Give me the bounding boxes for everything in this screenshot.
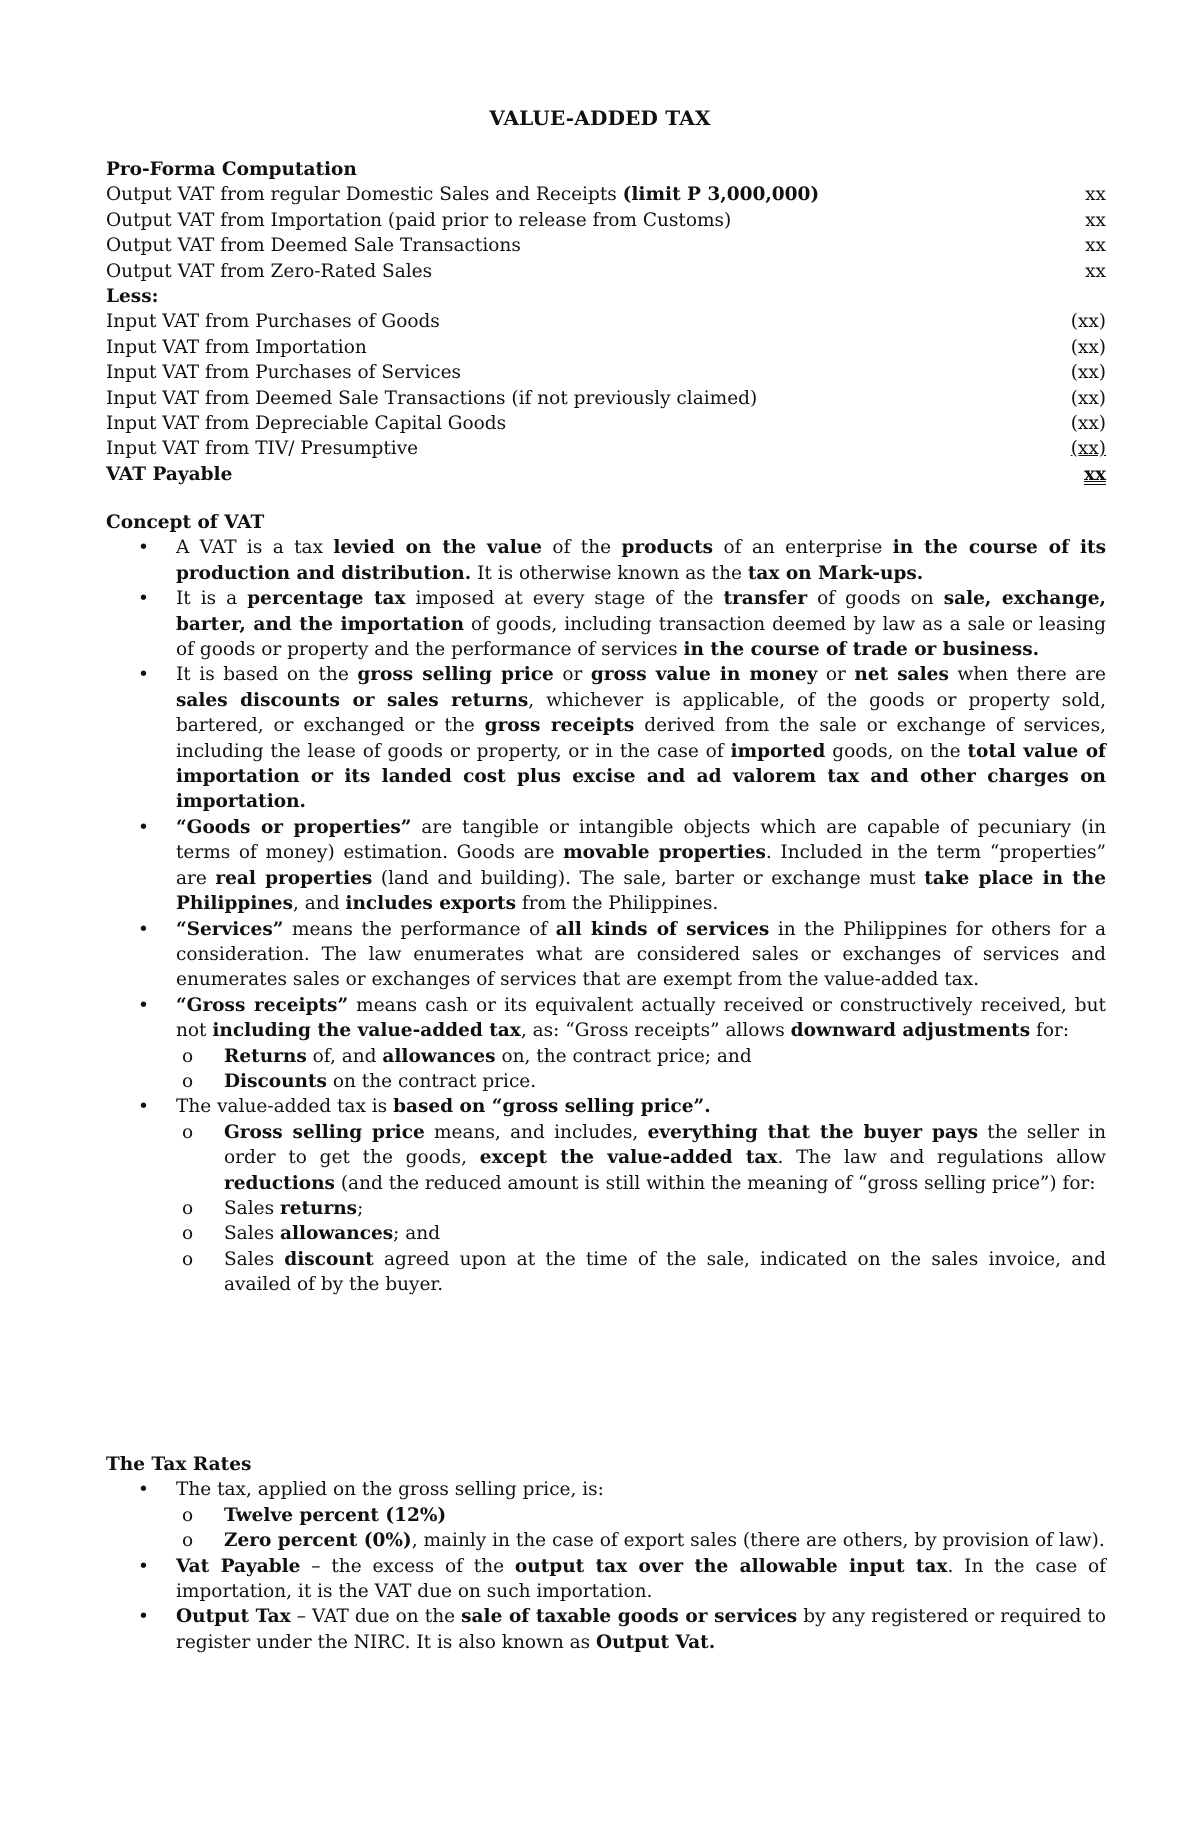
text-run: everything that the buyer pays: [647, 1121, 979, 1143]
proforma-computation: [106, 157, 1106, 487]
text-run: or: [817, 664, 855, 686]
text-run: includes exports: [345, 893, 516, 915]
concept-section: [106, 510, 1106, 1298]
concept-heading: Concept of VAT: [106, 512, 265, 533]
text-run: Output Vat.: [596, 1631, 716, 1653]
text-run: reductions: [224, 1172, 335, 1194]
text-run: of, and: [306, 1045, 383, 1067]
list-item: [106, 1604, 1106, 1655]
row-label: Output VAT from Deemed Sale Transactions: [106, 235, 521, 257]
text-run: Zero percent (0%): [224, 1530, 412, 1552]
text-run: are tangible or intangible objects which are capable of pecuniary (in terms of money) estimation. Goods are: [176, 816, 1107, 864]
tax-rates-section: [106, 1452, 1106, 1655]
text-run: – the excess of the: [300, 1555, 515, 1577]
text-run: Sales: [224, 1223, 280, 1245]
text-run: transfer: [723, 588, 808, 610]
text-run: in the course of trade or business.: [683, 639, 1040, 661]
row-label: Output VAT from regular Domestic Sales and Receipts: [106, 184, 623, 206]
proforma-row: [106, 309, 1106, 334]
text-run: A VAT is a tax: [176, 537, 334, 559]
text-run: of goods on: [807, 588, 944, 610]
row-amount: xx: [1085, 260, 1106, 282]
text-run: derived from the sale or exchange of services, including the lease of goods or property, or in the case of: [176, 715, 1106, 762]
text-run: for:: [1030, 1020, 1070, 1042]
text-run: of an enterprise: [713, 537, 893, 559]
text-run: gross receipts: [484, 715, 635, 737]
list-item: [106, 1554, 1106, 1605]
text-run: sales discounts or sales returns: [176, 689, 529, 711]
vat-payable-row: [106, 462, 1106, 487]
text-run: imported: [730, 740, 826, 762]
row-amount: xx: [1085, 184, 1106, 206]
list-item: [106, 917, 1106, 993]
text-run: percentage tax: [247, 588, 406, 610]
sub-list-item: [152, 1528, 1106, 1553]
text-run: levied on the value: [333, 537, 543, 559]
row-label: Input VAT from Importation: [106, 336, 367, 358]
text-run: Output Tax: [176, 1606, 291, 1628]
text-run: Gross selling price: [224, 1121, 425, 1143]
text-run: Discounts: [224, 1070, 327, 1092]
text-run: the seller in order to get the goods,: [224, 1121, 1107, 1169]
text-run: Vat Payable: [176, 1555, 301, 1577]
text-run: , whichever is applicable, of the goods or property sold, bartered, or exchanged or the: [176, 689, 1106, 737]
text-run: , as: “Gross receipts” allows: [520, 1020, 791, 1042]
text-run: Sales: [224, 1248, 285, 1270]
text-run: It is based on the: [176, 664, 358, 686]
text-run: . The law and regulations allow: [777, 1147, 1106, 1169]
text-run: Returns: [224, 1045, 307, 1067]
row-amount: (xx): [1070, 387, 1106, 409]
text-run: including the value-added tax: [212, 1020, 521, 1042]
text-run: in the Philippines for others for a consideration. The law enumerates what are considered sales or exchanges of services and enumerates sales or exchanges of services that are exempt from the value-added tax.: [176, 918, 1107, 991]
text-run: output tax over the allowable input tax: [514, 1555, 948, 1577]
row-amount: (xx): [1070, 362, 1106, 384]
list-item: [106, 1094, 1106, 1297]
text-run: of goods, including transaction deemed by law as a sale or leasing of goods or property and the performance of services: [176, 613, 1106, 661]
proforma-row: [106, 259, 1106, 284]
text-run: real properties: [215, 867, 373, 889]
row-amount: xx: [1085, 209, 1106, 231]
row-amount: (xx): [1070, 438, 1106, 460]
text-run: returns: [279, 1197, 358, 1219]
text-run: Twelve percent (12%): [224, 1504, 447, 1526]
text-run: agreed upon at the time of the sale, indicated on the sales invoice, and availed of by the buyer.: [224, 1248, 1106, 1296]
text-run: when there are: [948, 664, 1106, 686]
text-run: imposed at every stage of the: [405, 588, 724, 610]
list-item: [106, 993, 1106, 1095]
text-run: sale, exchange, barter, and the importation: [176, 588, 1107, 635]
text-run: Sales: [224, 1197, 280, 1219]
text-run: “Goods or properties”: [176, 816, 412, 838]
text-run: means cash or its equivalent actually received or constructively received, but not: [176, 994, 1106, 1042]
row-label: Input VAT from Purchases of Goods: [106, 311, 440, 333]
text-run: ; and: [393, 1223, 441, 1245]
text-run: It is otherwise known as the: [471, 562, 748, 584]
text-run: goods, on the: [825, 740, 968, 762]
text-run: of the: [542, 537, 622, 559]
text-run: or: [553, 664, 591, 686]
sub-list-item: [152, 1120, 1106, 1196]
text-run: The value-added tax is: [176, 1096, 394, 1118]
proforma-row: [106, 233, 1106, 258]
text-run: It is a: [176, 588, 248, 610]
proforma-row: [106, 436, 1106, 461]
proforma-heading: Pro-Forma Computation: [106, 159, 357, 180]
text-run: net sales: [854, 664, 949, 686]
total-label: VAT Payable: [106, 463, 233, 485]
text-run: “Gross receipts”: [176, 994, 349, 1016]
row-label: Input VAT from Purchases of Services: [106, 362, 462, 384]
list-item: [106, 662, 1106, 814]
text-run: means, and includes,: [424, 1121, 648, 1143]
row-label: Output VAT from Importation (paid prior to release from Customs): [106, 209, 732, 231]
text-run: The tax, applied on the gross selling price, is:: [176, 1479, 604, 1501]
row-label: Output VAT from Zero-Rated Sales: [106, 260, 433, 282]
sub-list-item: [152, 1247, 1106, 1298]
row-amount: (xx): [1070, 311, 1106, 333]
tax-rates-heading: The Tax Rates: [106, 1454, 252, 1475]
sub-list-item: [152, 1196, 1106, 1221]
text-run: except the value-added tax: [479, 1147, 778, 1169]
row-label: Input VAT from Deemed Sale Transactions (if not previously claimed): [106, 387, 758, 409]
proforma-row: [106, 182, 1106, 207]
text-run: . Included in the term “properties” are: [176, 842, 1107, 889]
list-item: [106, 815, 1106, 917]
text-run: means the performance of: [283, 918, 556, 940]
list-item: [106, 535, 1106, 586]
text-run: from the Philippines.: [516, 893, 719, 915]
text-run: products: [621, 537, 714, 559]
text-run: . In the case of importation, it is the VAT due on such importation.: [176, 1555, 1106, 1603]
sub-list-item: [152, 1069, 1106, 1094]
text-run: gross value in money: [590, 664, 818, 686]
text-run: allowances: [279, 1223, 394, 1245]
text-run: allowances: [382, 1045, 496, 1067]
text-run: take place in the Philippines: [176, 867, 1106, 915]
text-run: – VAT due on the: [290, 1606, 462, 1628]
text-run: (land and building). The sale, barter or exchange must: [372, 867, 925, 889]
text-run: “Services”: [176, 918, 284, 940]
text-run: downward adjustments: [790, 1020, 1031, 1042]
row-amount: (xx): [1070, 412, 1106, 434]
row-label: Input VAT from Depreciable Capital Goods: [106, 412, 507, 434]
less-label-text: Less:: [106, 285, 159, 307]
page-title: VALUE-ADDED TAX: [489, 106, 711, 130]
text-run: by any registered or required to register under the NIRC. It is also known as: [176, 1606, 1106, 1653]
less-label: [106, 284, 1106, 309]
text-run: tax on Mark-ups.: [747, 562, 924, 584]
list-item: [106, 586, 1106, 662]
text-run: total value of importation or its landed cost plus excise and ad valorem tax and other charges on importation.: [176, 740, 1107, 813]
row-label-emphasis: (limit P 3,000,000): [622, 184, 820, 206]
text-run: movable properties: [563, 842, 766, 864]
row-amount: xx: [1085, 235, 1106, 257]
row-amount: (xx): [1070, 336, 1106, 358]
proforma-row: [106, 208, 1106, 233]
sub-list-item: [152, 1044, 1106, 1069]
text-run: sale of taxable goods or services: [461, 1606, 798, 1628]
proforma-row: [106, 360, 1106, 385]
proforma-row: [106, 335, 1106, 360]
sub-list-item: [152, 1503, 1106, 1528]
text-run: all kinds of services: [555, 918, 770, 940]
text-run: gross selling price: [357, 664, 554, 686]
text-run: in the course of its production and distribution.: [176, 537, 1106, 584]
sub-list-item: [152, 1221, 1106, 1246]
text-run: discount: [284, 1248, 374, 1270]
text-run: based on “gross selling price”.: [393, 1096, 711, 1118]
text-run: on the contract price.: [326, 1070, 537, 1092]
list-item: [106, 1477, 1106, 1553]
text-run: , mainly in the case of export sales (there are others, by provision of law).: [411, 1530, 1105, 1552]
text-run: on, the contract price; and: [495, 1045, 752, 1067]
text-run: ;: [357, 1197, 364, 1219]
text-run: , and: [292, 893, 346, 915]
proforma-row: [106, 386, 1106, 411]
row-label: Input VAT from TIV/ Presumptive: [106, 438, 419, 460]
total-amount: xx: [1083, 463, 1106, 485]
proforma-row: [106, 411, 1106, 436]
text-run: (and the reduced amount is still within the meaning of “gross selling price”) for:: [334, 1172, 1096, 1194]
